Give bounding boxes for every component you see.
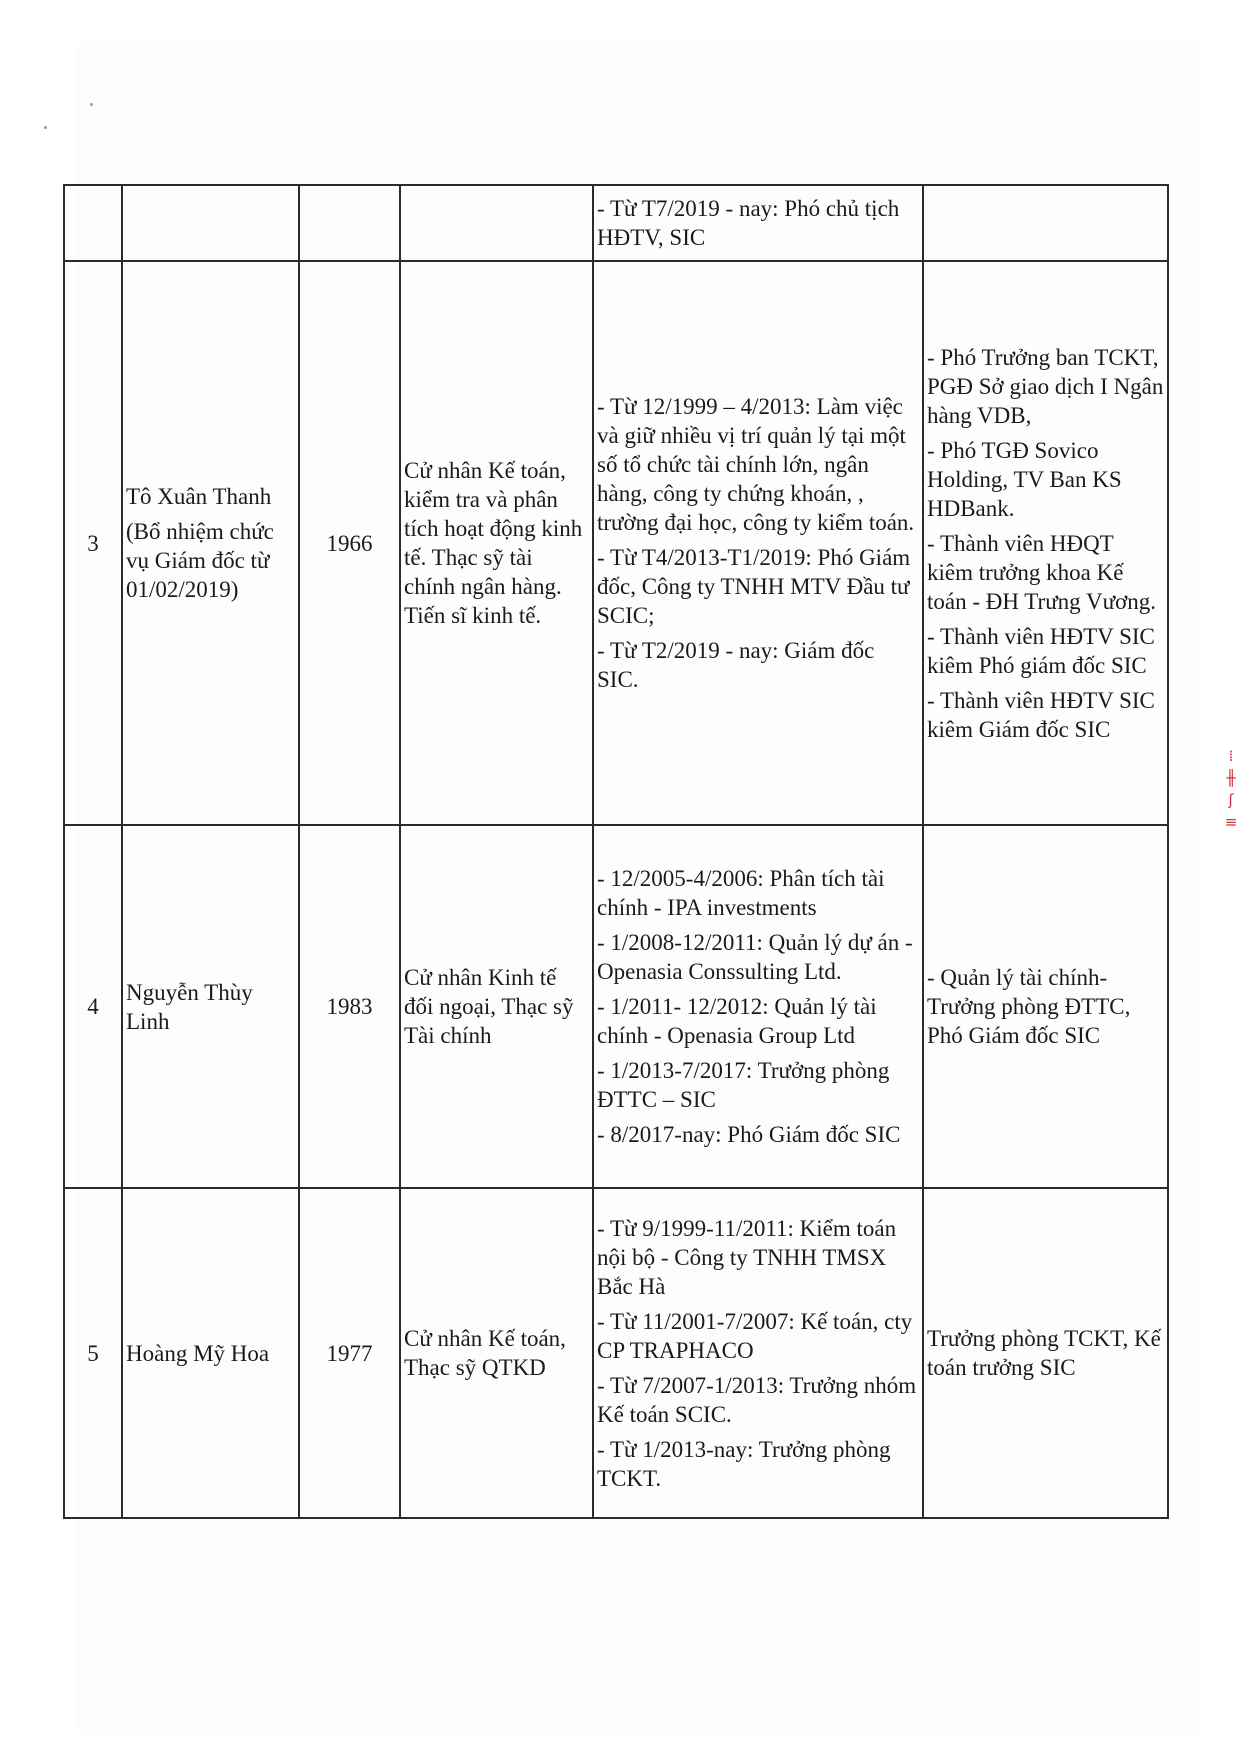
red-mark: ╫ bbox=[1226, 769, 1236, 787]
cell-birth-year: 1977 bbox=[299, 1188, 400, 1518]
cell-education-line: Cử nhân Kế toán, Thạc sỹ QTKD bbox=[404, 1326, 566, 1380]
cell-positions-held bbox=[923, 261, 1168, 825]
cell-name bbox=[122, 261, 299, 825]
cell-positions-held-line: - Phó Trưởng ban TCKT, PGĐ Sở giao dịch I Ngân hàng VDB, bbox=[927, 344, 1164, 428]
cell-positions-held bbox=[923, 825, 1168, 1188]
red-mark: ʃ bbox=[1228, 791, 1234, 809]
cell-work-experience-line: - Từ 11/2001-7/2007: Kế toán, cty CP TRAPHACO bbox=[597, 1308, 913, 1363]
margin-annotation-marks bbox=[1222, 745, 1240, 833]
cell-education bbox=[400, 185, 593, 261]
cell-positions-held-line: - Thành viên HĐTV SIC kiêm Giám đốc SIC bbox=[927, 687, 1155, 742]
cell-work-experience-line: - 1/2011- 12/2012: Quản lý tài chính - Openasia Group Ltd bbox=[597, 994, 877, 1048]
cell-work-experience bbox=[593, 261, 923, 825]
cell-positions-held bbox=[923, 1188, 1168, 1518]
cell-birth-year: 1983 bbox=[299, 825, 400, 1188]
cell-number: 5 bbox=[64, 1188, 122, 1518]
cell-birth-year: 1966 bbox=[299, 261, 400, 825]
cell-work-experience-line: - Từ 7/2007-1/2013: Trưởng nhóm Kế toán SCIC. bbox=[597, 1372, 917, 1427]
cell-education bbox=[400, 825, 593, 1188]
cell-name bbox=[122, 825, 299, 1188]
personnel-table bbox=[63, 184, 1169, 1519]
cell-birth-year bbox=[299, 185, 400, 261]
table-row bbox=[64, 185, 1168, 261]
cell-education bbox=[400, 261, 593, 825]
cell-work-experience-line: - Từ 9/1999-11/2011: Kiểm toán nội bộ - Công ty TNHH TMSX Bắc Hà bbox=[597, 1215, 897, 1299]
cell-work-experience bbox=[593, 825, 923, 1188]
cell-work-experience-line: - 12/2005-4/2006: Phân tích tài chính - IPA investments bbox=[597, 866, 885, 920]
cell-work-experience-line: - 1/2008-12/2011: Quản lý dự án - Openasia Conssulting Ltd. bbox=[597, 930, 913, 984]
cell-work-experience-line: - Từ T2/2019 - nay: Giám đốc SIC. bbox=[597, 638, 875, 692]
red-mark: ≡ bbox=[1224, 813, 1238, 831]
cell-positions-held bbox=[923, 185, 1168, 261]
cell-work-experience-line: - Từ 12/1999 – 4/2013: Làm việc và giữ nhiều vị trí quản lý tại một số tổ chức tài chính lớn, ngân hàng, công ty chứng khoán, , trường đại học, công ty kiểm toán. bbox=[597, 394, 915, 535]
cell-work-experience-line: - Từ T7/2019 - nay: Phó chủ tịch HĐTV, SIC bbox=[597, 196, 900, 250]
cell-work-experience bbox=[593, 1188, 923, 1518]
cell-name-line: Tô Xuân Thanh bbox=[126, 484, 272, 509]
cell-number: 4 bbox=[64, 825, 122, 1188]
table-row bbox=[64, 825, 1168, 1188]
cell-number bbox=[64, 185, 122, 261]
cell-name-line: (Bổ nhiệm chức vụ Giám đốc từ 01/02/2019) bbox=[126, 519, 274, 602]
cell-number: 3 bbox=[64, 261, 122, 825]
cell-work-experience-line: - 8/2017-nay: Phó Giám đốc SIC bbox=[597, 1122, 901, 1147]
cell-work-experience bbox=[593, 185, 923, 261]
cell-education bbox=[400, 1188, 593, 1518]
cell-name-line: Nguyễn Thùy Linh bbox=[126, 979, 253, 1034]
cell-name-line: Hoàng Mỹ Hoa bbox=[126, 1340, 270, 1366]
cell-positions-held-line: - Thành viên HĐTV SIC kiêm Phó giám đốc SIC bbox=[927, 623, 1155, 678]
scan-speck bbox=[44, 126, 47, 129]
table-row bbox=[64, 1188, 1168, 1518]
cell-name bbox=[122, 185, 299, 261]
personnel-table-body bbox=[64, 185, 1168, 1518]
cell-name bbox=[122, 1188, 299, 1518]
cell-positions-held-line: - Quản lý tài chính- Trưởng phòng ĐTTC, Phó Giám đốc SIC bbox=[927, 965, 1131, 1048]
cell-positions-held-line: - Thành viên HĐQT kiêm trưởng khoa Kế toán - ĐH Trưng Vương. bbox=[927, 530, 1157, 614]
cell-education-line: Cử nhân Kinh tế đối ngoại, Thạc sỹ Tài chính bbox=[404, 965, 574, 1048]
cell-positions-held-line: - Phó TGĐ Sovico Holding, TV Ban KS HDBank. bbox=[927, 437, 1122, 521]
scan-speck bbox=[90, 103, 93, 106]
table-row bbox=[64, 261, 1168, 825]
red-mark: ⁞ bbox=[1228, 747, 1234, 765]
cell-work-experience-line: - 1/2013-7/2017: Trưởng phòng ĐTTC – SIC bbox=[597, 1058, 890, 1112]
cell-positions-held-line: Trưởng phòng TCKT, Kế toán trưởng SIC bbox=[927, 1326, 1161, 1380]
cell-education-line: Cử nhân Kế toán, kiểm tra và phân tích hoạt động kinh tế. Thạc sỹ tài chính ngân hàng. Tiến sĩ kinh tế. bbox=[404, 458, 583, 628]
cell-work-experience-line: - Từ T4/2013-T1/2019: Phó Giám đốc, Công ty TNHH MTV Đầu tư SCIC; bbox=[597, 545, 911, 628]
cell-work-experience-line: - Từ 1/2013-nay: Trưởng phòng TCKT. bbox=[597, 1436, 891, 1491]
